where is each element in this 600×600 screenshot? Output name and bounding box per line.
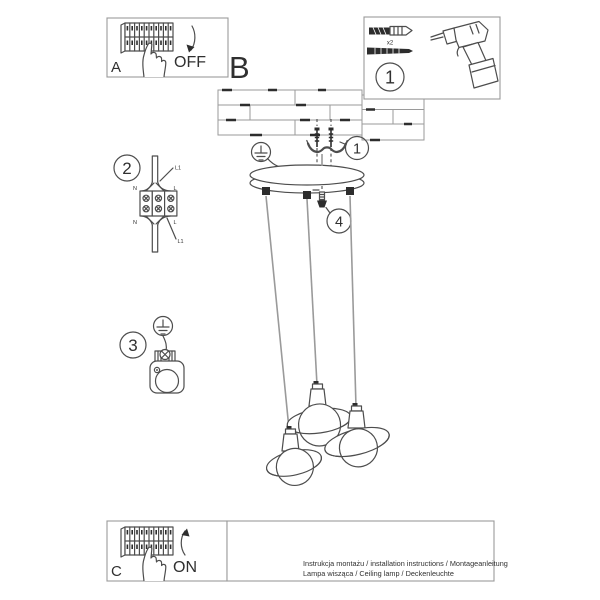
- line-label-bottom: L: [173, 220, 177, 226]
- neutral-label-bottom: N: [133, 220, 137, 226]
- switch-state-on-label: ON: [173, 559, 197, 576]
- footer-line2: Lampa wisząca / Ceiling lamp / Deckenleuchte: [303, 569, 454, 578]
- bracket-callout-label: 1: [352, 141, 362, 158]
- step-a-panel: [107, 18, 228, 77]
- anchor-quantity-label: x2: [386, 40, 394, 47]
- neutral-label-top: N: [133, 186, 137, 192]
- line-label-top: L: [173, 186, 177, 192]
- wall-plug-icon: [369, 27, 412, 36]
- step-c-panel: [107, 521, 227, 581]
- footer: [227, 521, 508, 581]
- part-number-label: 1: [384, 67, 396, 88]
- footer-line1: Instrukcja montażu / installation instructions / Montageanleitung: [303, 559, 508, 568]
- mounting-plate: [150, 361, 184, 393]
- wiring-callout-label: 2: [122, 159, 132, 178]
- terminal-block: [140, 191, 177, 216]
- step-a-label: A: [111, 59, 122, 76]
- step-b-label: B: [229, 50, 250, 85]
- parts-box: [364, 17, 500, 99]
- ground-callout-label: 3: [128, 336, 138, 355]
- screw-callout-label: 4: [334, 214, 344, 231]
- step-c-label: C: [111, 563, 122, 580]
- live-label-bottom: L1: [177, 239, 184, 245]
- switch-state-off-label: OFF: [174, 54, 206, 71]
- live-label-top: L1: [175, 165, 182, 172]
